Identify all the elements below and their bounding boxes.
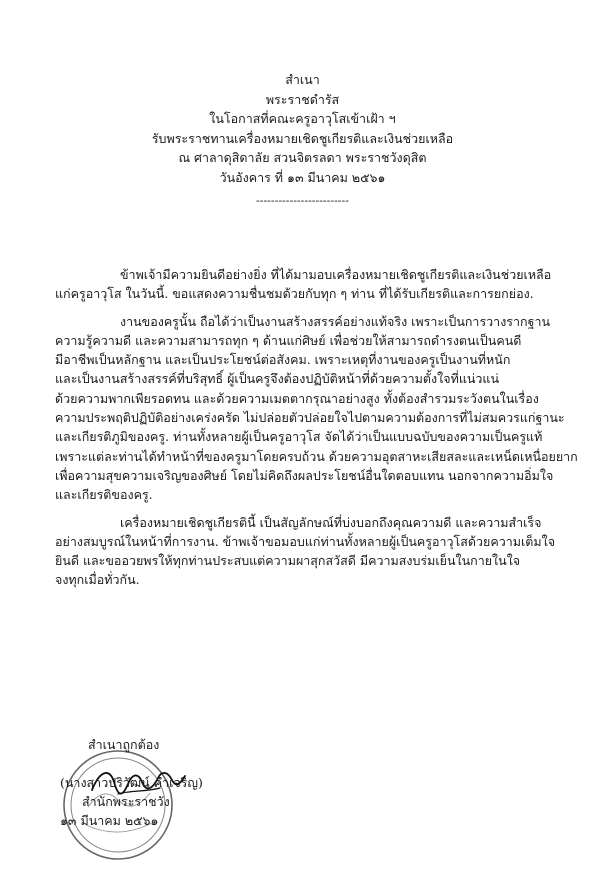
- paragraph-line: ข้าพเจ้ามีความยินดีอย่างยิ่ง ที่ได้มามอบเครื่องหมายเชิดชูเกียรติและเงินช่วยเหลือ: [120, 267, 552, 282]
- paragraph-line: แก่ครูอาวุโส ในวันนี้. ขอแสดงความชื่นชมด้วยกับทุก ๆ ท่าน ที่ได้รับเกียรติและการยกย่อง.: [55, 286, 534, 302]
- certifier-name: (นางสาวปริวัฒน์ คำเจริญ): [60, 775, 203, 790]
- certified-copy-label: สำเนาถูกต้อง: [88, 737, 160, 752]
- header-title: พระราชดำรัส: [265, 91, 340, 107]
- header-divider: -------------------------: [256, 194, 349, 207]
- paragraph-line: งานของครูนั้น ถือได้ว่าเป็นงานสร้างสรรค์อย่างแท้จริง เพราะเป็นการวางรากฐาน: [120, 313, 551, 329]
- paragraph-line: ด้วยความพากเพียรอดทน และด้วยความเมตตากรุณาอย่างสูง ทั้งต้องสำรวมระวังตนในเรื่อง: [55, 390, 539, 406]
- certification-date: ๑๓ มีนาคม ๒๕๖๑: [60, 813, 159, 828]
- header-date: วันอังคาร ที่ ๑๓ มีนาคม ๒๕๖๑: [219, 169, 386, 185]
- paragraph-line: จงทุกเมื่อทั่วกัน.: [55, 572, 140, 588]
- header-subject: รับพระราชทานเครื่องหมายเชิดชูเกียรติและเงินช่วยเหลือ: [151, 130, 454, 146]
- header-venue: ณ ศาลาดุสิดาลัย สวนจิตรลดา พระราชวังดุสิต: [178, 150, 427, 165]
- paragraph-line: เพื่อความสุขความเจริญของศิษย์ โดยไม่คิดถึงผลประโยชน์อื่นใดตอบแทน นอกจากความอิ่มใจ: [55, 467, 554, 483]
- paragraph-line: เพราะแต่ละท่านได้ทำหน้าที่ของครูมาโดยครบถ้วน ด้วยความอุตสาหะเสียสละและเหน็ดเหนื่อยยาก: [55, 448, 578, 464]
- header-copy-label: สำเนา: [285, 72, 320, 87]
- paragraph-line: เครื่องหมายเชิดชูเกียรตินี้ เป็นสัญลักษณ์ที่บ่งบอกถึงคุณความดี และความสำเร็จ: [120, 514, 542, 530]
- certifier-office: สำนักพระราชวัง: [82, 794, 170, 809]
- paragraph-line: อย่างสมบูรณ์ในหน้าที่การงาน. ข้าพเจ้าขอมอบแก่ท่านทั้งหลายผู้เป็นครูอาวุโสด้วยความเต็มใจ: [55, 533, 556, 549]
- paragraph: [55, 312, 578, 505]
- paragraph-line: ความรู้ความดี และความสามารถทุก ๆ ด้านแก่ศิษย์ เพื่อช่วยให้สามารถดำรงตนเป็นคนดี: [55, 332, 522, 348]
- paragraph-line: ความประพฤติปฏิบัติอย่างเคร่งครัด ไม่ปล่อยตัวปล่อยใจไปตามความต้องการที่ไม่สมควรแก่ฐานะ: [55, 410, 565, 426]
- header-occasion: ในโอกาสที่คณะครูอาวุโสเข้าเฝ้า ฯ: [209, 111, 396, 126]
- paragraph-line: และเกียรติของครู.: [55, 487, 153, 503]
- document-header: [0, 70, 605, 211]
- paragraph-line: ยินดี และขออวยพรให้ทุกท่านประสบแต่ความผาสุกสวัสดี มีความสงบร่มเย็นในกายในใจ: [55, 553, 521, 569]
- paragraph: [55, 265, 575, 304]
- paragraph: [55, 513, 575, 590]
- paragraph-line: มีอาชีพเป็นหลักฐาน และเป็นประโยชน์ต่อสังคม. เพราะเหตุที่งานของครูเป็นงานที่หนัก: [55, 352, 511, 368]
- paragraph-line: และเกียรติภูมิของครู. ท่านทั้งหลายผู้เป็นครูอาวุโส จัดได้ว่าเป็นแบบฉบับของความเป็นครูแท้: [55, 429, 543, 445]
- certification-block: [60, 735, 320, 830]
- paragraph-line: และเป็นงานสร้างสรรค์ที่บริสุทธิ์ ผู้เป็นครูจึงต้องปฏิบัติหน้าที่ด้วยความตั้งใจที่แน่วแน่: [55, 371, 500, 387]
- speech-body: [55, 265, 578, 598]
